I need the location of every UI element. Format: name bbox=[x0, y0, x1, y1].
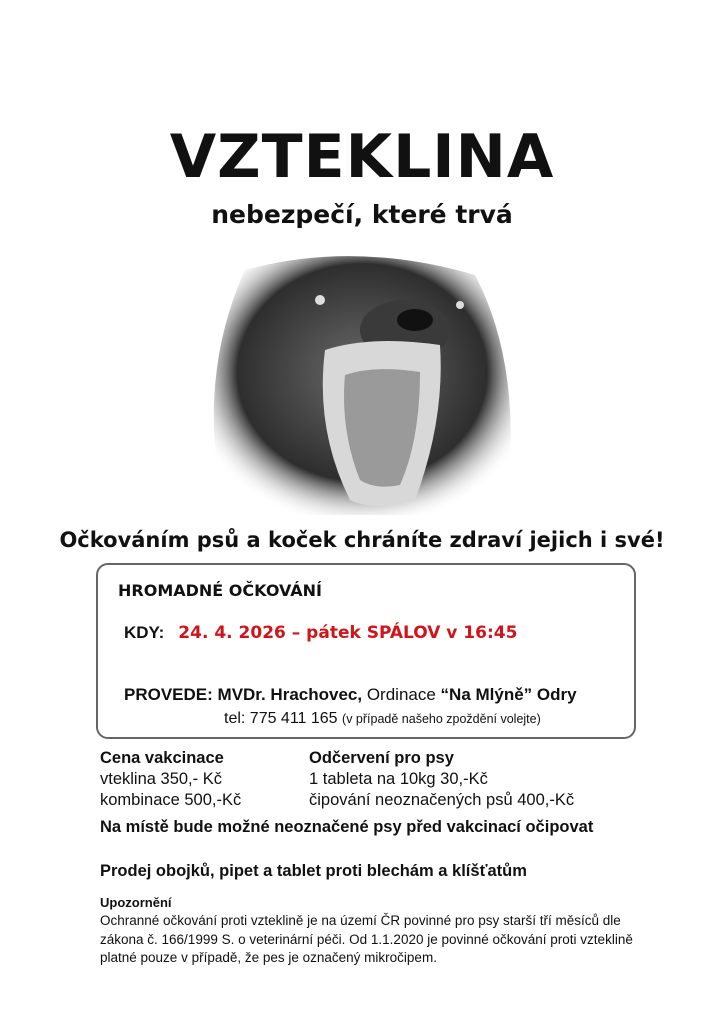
deworming-prices bbox=[309, 748, 574, 811]
event-info-box bbox=[96, 563, 636, 739]
snarling-dog-photo bbox=[205, 250, 520, 515]
price-item: 1 tableta na 10kg 30,-Kč bbox=[309, 770, 488, 788]
phone-number: tel: 775 411 165 bbox=[224, 710, 338, 727]
provider-label: PROVEDE: bbox=[124, 685, 213, 704]
clinic-name: “Na Mlýně” Odry bbox=[440, 685, 577, 704]
clinic-prefix: Ordinace bbox=[366, 685, 436, 704]
poster-title: VZTEKLINA bbox=[169, 122, 555, 192]
deworming-heading: Odčervení pro psy bbox=[309, 749, 454, 767]
event-when bbox=[124, 623, 517, 643]
poster-subtitle: nebezpečí, které trvá bbox=[211, 200, 513, 229]
warning-heading: Upozornění bbox=[100, 895, 172, 910]
event-provider bbox=[124, 685, 577, 705]
vet-name: MVDr. Hrachovec, bbox=[217, 685, 363, 704]
sale-notice: Prodej obojků, pipet a tablet proti blechám a klíšťatům bbox=[100, 862, 527, 880]
warning-text: Ochranné očkování proti vzteklině je na území ČR povinné pro psy starší tří měsíců dle zákona č. 166/1999 S. o veterinární péči. Od 1.1.2020 je povinné očkování proti vzteklině platné pouze v případě, že pes je označený mikročipem. bbox=[100, 913, 633, 965]
when-label: KDY: bbox=[124, 623, 165, 642]
when-value: 24. 4. 2026 – pátek SPÁLOV v 16:45 bbox=[178, 623, 518, 643]
phone-note: (v případě našeho zpoždění volejte) bbox=[342, 712, 541, 726]
vaccination-prices bbox=[100, 748, 241, 811]
slogan: Očkováním psů a koček chráníte zdraví jejich i své! bbox=[59, 528, 665, 552]
vaccination-heading: Cena vakcinace bbox=[100, 749, 224, 767]
event-heading: HROMADNÉ OČKOVÁNÍ bbox=[118, 581, 323, 600]
price-item: čipování neoznačených psů 400,-Kč bbox=[309, 791, 575, 809]
phone-line bbox=[224, 710, 541, 728]
price-item: kombinace 500,-Kč bbox=[100, 791, 242, 809]
chip-notice: Na místě bude možné neoznačené psy před vakcinací očipovat bbox=[100, 818, 594, 836]
price-item: vteklina 350,- Kč bbox=[100, 770, 222, 788]
